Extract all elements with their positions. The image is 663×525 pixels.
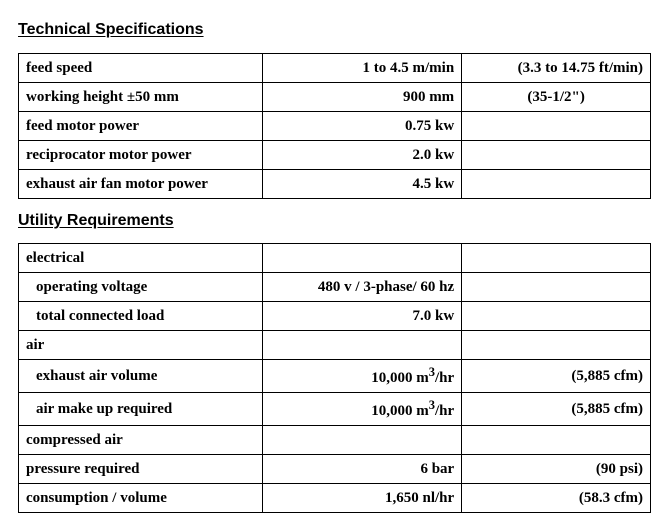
utility-label: air make up required [19, 393, 263, 426]
utility-value-number: 10,000 m [371, 370, 429, 386]
utility-alt-value [462, 273, 651, 302]
table-row [19, 112, 651, 141]
table-row [19, 244, 651, 273]
utility-value: 480 v / 3-phase/ 60 hz [263, 273, 462, 302]
utility-category-label: electrical [19, 244, 263, 273]
table-row [19, 393, 651, 426]
spec-alt-value [462, 112, 651, 141]
utility-label: exhaust air volume [19, 360, 263, 393]
utility-alt-value [462, 426, 651, 455]
spec-alt-value [462, 170, 651, 199]
utility-alt-value: (90 psi) [462, 455, 651, 484]
utility-value [263, 244, 462, 273]
utility-label: total connected load [19, 302, 263, 331]
utility-value [263, 331, 462, 360]
spec-alt-value: (35-1/2") [462, 83, 651, 112]
technical-specifications-table [18, 53, 651, 199]
table-row [19, 484, 651, 513]
table-row [19, 426, 651, 455]
technical-specifications-heading: Technical Specifications [18, 21, 204, 38]
table-row [19, 54, 651, 83]
utility-value [263, 393, 462, 426]
utility-alt-value: (58.3 cfm) [462, 484, 651, 513]
spec-value: 1 to 4.5 m/min [263, 54, 462, 83]
table-row [19, 170, 651, 199]
utility-category-label: compressed air [19, 426, 263, 455]
spec-alt-value: (3.3 to 14.75 ft/min) [462, 54, 651, 83]
utility-requirements-heading: Utility Requirements [18, 212, 174, 229]
utility-alt-value [462, 331, 651, 360]
utility-category-label: air [19, 331, 263, 360]
spec-value: 4.5 kw [263, 170, 462, 199]
utility-alt-value [462, 302, 651, 331]
unit-superscript: 3 [428, 398, 436, 412]
spec-label: working height ±50 mm [19, 83, 263, 112]
spec-value: 900 mm [263, 83, 462, 112]
utility-label: consumption / volume [19, 484, 263, 513]
utility-value: 1,650 nl/hr [263, 484, 462, 513]
table-row [19, 331, 651, 360]
table-row [19, 273, 651, 302]
utility-value-unit: /hr [435, 403, 455, 419]
spec-label: feed speed [19, 54, 263, 83]
spec-value: 2.0 kw [263, 141, 462, 170]
spec-label: reciprocator motor power [19, 141, 263, 170]
table-row [19, 360, 651, 393]
utility-value: 6 bar [263, 455, 462, 484]
utility-value-unit: /hr [435, 370, 455, 386]
utility-value [263, 426, 462, 455]
utility-value: 7.0 kw [263, 302, 462, 331]
table-row [19, 141, 651, 170]
table-row [19, 83, 651, 112]
utility-label: operating voltage [19, 273, 263, 302]
table-row [19, 455, 651, 484]
spec-alt-value [462, 141, 651, 170]
utility-alt-value: (5,885 cfm) [462, 393, 651, 426]
utility-label: pressure required [19, 455, 263, 484]
utility-requirements-table [18, 243, 651, 513]
utility-alt-value [462, 244, 651, 273]
spec-value: 0.75 kw [263, 112, 462, 141]
spec-label: exhaust air fan motor power [19, 170, 263, 199]
utility-value-number: 10,000 m [371, 403, 429, 419]
spec-label: feed motor power [19, 112, 263, 141]
table-row [19, 302, 651, 331]
utility-alt-value: (5,885 cfm) [462, 360, 651, 393]
unit-superscript: 3 [428, 365, 436, 379]
utility-value [263, 360, 462, 393]
